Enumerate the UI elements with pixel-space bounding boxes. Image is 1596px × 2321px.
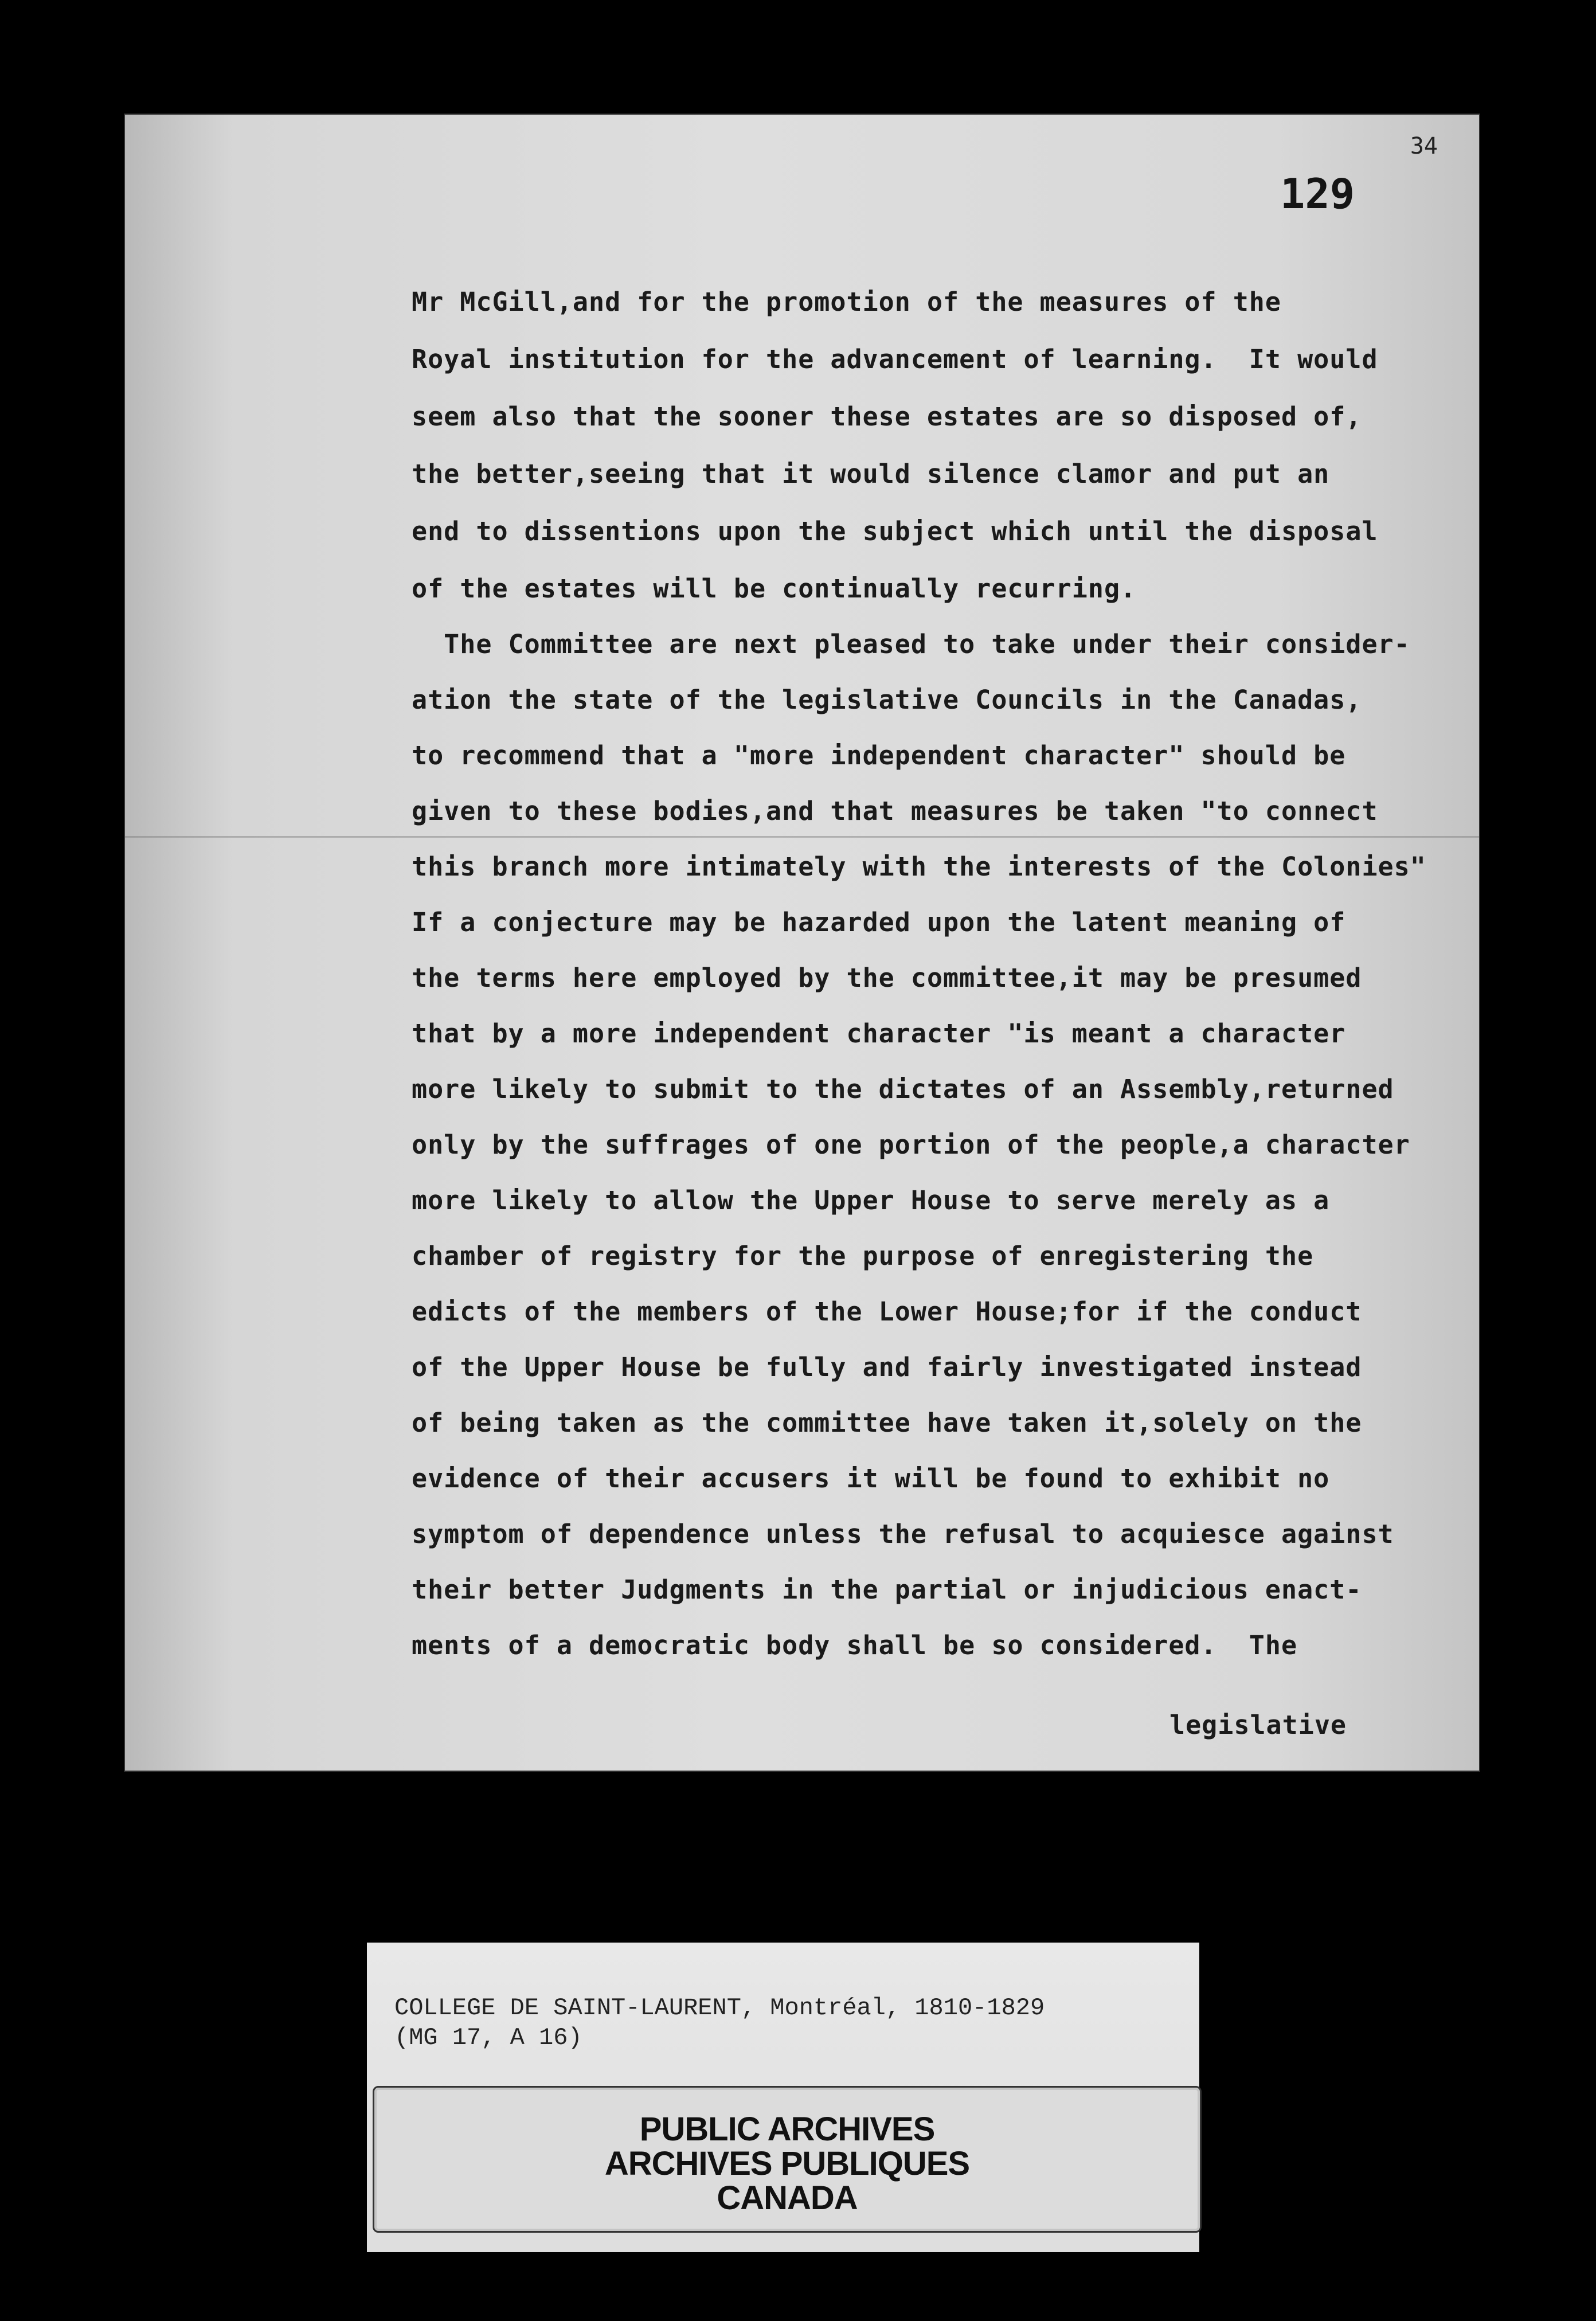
- text-line: ation the state of the legislative Councils in the Canadas,: [412, 685, 1362, 715]
- text-line: symptom of dependence unless the refusal to acquiesce against: [412, 1519, 1394, 1549]
- text-line: end to dissentions upon the subject which until the disposal: [412, 516, 1378, 546]
- text-line: more likely to allow the Upper House to serve merely as a: [412, 1185, 1330, 1216]
- catchword: legislative: [1169, 1710, 1347, 1740]
- text-line: If a conjecture may be hazarded upon the latent meaning of: [412, 907, 1346, 937]
- stamp-line-2: ARCHIVES PUBLIQUES: [604, 2145, 970, 2182]
- page-fold-line: [125, 836, 1479, 838]
- stamp-line-1: PUBLIC ARCHIVES: [639, 2111, 935, 2148]
- text-line: of being taken as the committee have taken it,solely on the: [412, 1408, 1362, 1438]
- text-line: given to these bodies,and that measures be taken "to connect: [412, 796, 1378, 826]
- text-line: the terms here employed by the committee,it may be presumed: [412, 963, 1362, 993]
- text-line: Royal institution for the advancement of learning. It would: [412, 344, 1378, 374]
- stamp-line-3: CANADA: [717, 2179, 858, 2217]
- text-line: their better Judgments in the partial or injudicious enact-: [412, 1574, 1362, 1605]
- text-line: to recommend that a "more independent character" should be: [412, 740, 1346, 771]
- text-line: chamber of registry for the purpose of enregistering the: [412, 1241, 1314, 1271]
- text-line: seem also that the sooner these estates are so disposed of,: [412, 401, 1362, 432]
- text-line: only by the suffrages of one portion of the people,a character: [412, 1130, 1410, 1160]
- archive-label-card: [367, 1943, 1199, 2252]
- text-line: this branch more intimately with the interests of the Colonies": [412, 851, 1426, 882]
- text-line: of the Upper House be fully and fairly investigated instead: [412, 1352, 1362, 1382]
- text-line: the better,seeing that it would silence clamor and put an: [412, 459, 1330, 489]
- text-line: Mr McGill,and for the promotion of the measures of the: [412, 287, 1281, 317]
- label-collection-title: COLLEGE DE SAINT-LAURENT, Montréal, 1810-1829: [394, 1994, 1045, 2022]
- text-line: that by a more independent character "is meant a character: [412, 1018, 1346, 1049]
- text-line: of the estates will be continually recurring.: [412, 573, 1137, 604]
- corner-number: 34: [1410, 133, 1438, 159]
- text-line: The Committee are next pleased to take under their consider-: [412, 629, 1410, 659]
- label-reference: (MG 17, A 16): [394, 2024, 582, 2052]
- archives-stamp: [373, 2086, 1202, 2233]
- text-line: more likely to submit to the dictates of an Assembly,returned: [412, 1074, 1394, 1104]
- document-page: [125, 115, 1479, 1771]
- text-line: evidence of their accusers it will be found to exhibit no: [412, 1463, 1330, 1494]
- text-line: edicts of the members of the Lower House;for if the conduct: [412, 1296, 1362, 1327]
- folio-number: 129: [1280, 170, 1355, 218]
- text-line: ments of a democratic body shall be so considered. The: [412, 1630, 1298, 1660]
